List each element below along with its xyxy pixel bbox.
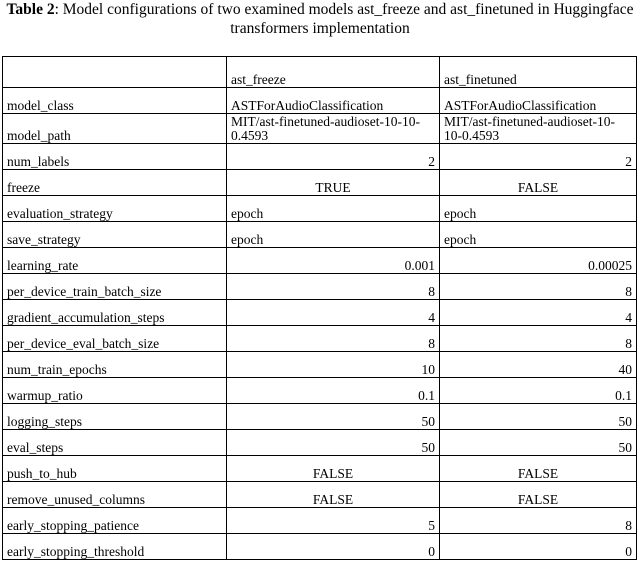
param-name-cell: learning_rate bbox=[3, 248, 227, 274]
header-row bbox=[3, 57, 637, 88]
param-name-cell: num_labels bbox=[3, 144, 227, 170]
table-row bbox=[3, 274, 637, 300]
ast-freeze-value-cell: ASTForAudioClassification bbox=[227, 88, 440, 114]
header-cell-ast-finetuned: ast_finetuned bbox=[440, 57, 637, 88]
ast-freeze-value-cell: 50 bbox=[227, 404, 440, 430]
ast-freeze-value-cell: 8 bbox=[227, 274, 440, 300]
param-name-cell: warmup_ratio bbox=[3, 378, 227, 404]
ast-freeze-value-cell: 4 bbox=[227, 300, 440, 326]
ast-finetuned-value-cell: 0 bbox=[440, 534, 637, 560]
param-name-cell: logging_steps bbox=[3, 404, 227, 430]
table-row bbox=[3, 508, 637, 534]
ast-finetuned-value-cell: 40 bbox=[440, 352, 637, 378]
ast-freeze-value-cell: FALSE bbox=[227, 456, 440, 482]
ast-freeze-value-cell: 0.001 bbox=[227, 248, 440, 274]
header-cell-param bbox=[3, 57, 227, 88]
ast-freeze-value-cell: 2 bbox=[227, 144, 440, 170]
ast-freeze-value-cell: 10 bbox=[227, 352, 440, 378]
table-row bbox=[3, 170, 637, 196]
ast-finetuned-value-cell: FALSE bbox=[440, 456, 637, 482]
param-name-cell: per_device_train_batch_size bbox=[3, 274, 227, 300]
ast-finetuned-value-cell: 2 bbox=[440, 144, 637, 170]
header-cell-ast-freeze: ast_freeze bbox=[227, 57, 440, 88]
param-name-cell: save_strategy bbox=[3, 222, 227, 248]
ast-finetuned-value-cell: 8 bbox=[440, 274, 637, 300]
param-name-cell: freeze bbox=[3, 170, 227, 196]
ast-freeze-value-cell: 8 bbox=[227, 326, 440, 352]
ast-finetuned-value-cell: FALSE bbox=[440, 170, 637, 196]
table-row bbox=[3, 114, 637, 144]
param-name-cell: early_stopping_threshold bbox=[3, 534, 227, 560]
table-row bbox=[3, 456, 637, 482]
model-config-table bbox=[2, 56, 637, 560]
caption-text: : Model configurations of two examined models ast_freeze and ast_finetuned in Huggingface transformers implementation bbox=[54, 1, 634, 37]
param-name-cell: per_device_eval_batch_size bbox=[3, 326, 227, 352]
param-name-cell: push_to_hub bbox=[3, 456, 227, 482]
table-row bbox=[3, 482, 637, 508]
table-row bbox=[3, 144, 637, 170]
table-row bbox=[3, 352, 637, 378]
table-row bbox=[3, 196, 637, 222]
ast-finetuned-value-cell: 50 bbox=[440, 404, 637, 430]
table-caption bbox=[0, 0, 640, 38]
ast-freeze-value-cell: 5 bbox=[227, 508, 440, 534]
ast-freeze-value-cell: 0.1 bbox=[227, 378, 440, 404]
ast-freeze-value-cell: 50 bbox=[227, 430, 440, 456]
param-name-cell: remove_unused_columns bbox=[3, 482, 227, 508]
ast-finetuned-value-cell: 4 bbox=[440, 300, 637, 326]
table-row bbox=[3, 300, 637, 326]
ast-finetuned-value-cell: 8 bbox=[440, 508, 637, 534]
ast-freeze-value-cell: epoch bbox=[227, 196, 440, 222]
param-name-cell: early_stopping_patience bbox=[3, 508, 227, 534]
table-row bbox=[3, 326, 637, 352]
ast-freeze-value-cell: TRUE bbox=[227, 170, 440, 196]
ast-finetuned-value-cell: MIT/ast-finetuned-audioset-10-10-0.4593 bbox=[440, 114, 637, 144]
param-name-cell: num_train_epochs bbox=[3, 352, 227, 378]
ast-finetuned-value-cell: 8 bbox=[440, 326, 637, 352]
param-name-cell: evaluation_strategy bbox=[3, 196, 227, 222]
ast-finetuned-value-cell: 50 bbox=[440, 430, 637, 456]
ast-finetuned-value-cell: epoch bbox=[440, 196, 637, 222]
ast-finetuned-value-cell: 0.1 bbox=[440, 378, 637, 404]
table-row bbox=[3, 378, 637, 404]
ast-freeze-value-cell: 0 bbox=[227, 534, 440, 560]
table-row bbox=[3, 248, 637, 274]
table-row bbox=[3, 430, 637, 456]
ast-freeze-value-cell: MIT/ast-finetuned-audioset-10-10-0.4593 bbox=[227, 114, 440, 144]
ast-finetuned-value-cell: FALSE bbox=[440, 482, 637, 508]
ast-freeze-value-cell: FALSE bbox=[227, 482, 440, 508]
table-row bbox=[3, 88, 637, 114]
ast-finetuned-value-cell: 0.00025 bbox=[440, 248, 637, 274]
table-row bbox=[3, 404, 637, 430]
table-row bbox=[3, 222, 637, 248]
param-name-cell: model_path bbox=[3, 114, 227, 144]
ast-finetuned-value-cell: epoch bbox=[440, 222, 637, 248]
caption-label: Table 2 bbox=[6, 1, 55, 18]
ast-finetuned-value-cell: ASTForAudioClassification bbox=[440, 88, 637, 114]
param-name-cell: gradient_accumulation_steps bbox=[3, 300, 227, 326]
param-name-cell: eval_steps bbox=[3, 430, 227, 456]
param-name-cell: model_class bbox=[3, 88, 227, 114]
table-row bbox=[3, 534, 637, 560]
ast-freeze-value-cell: epoch bbox=[227, 222, 440, 248]
